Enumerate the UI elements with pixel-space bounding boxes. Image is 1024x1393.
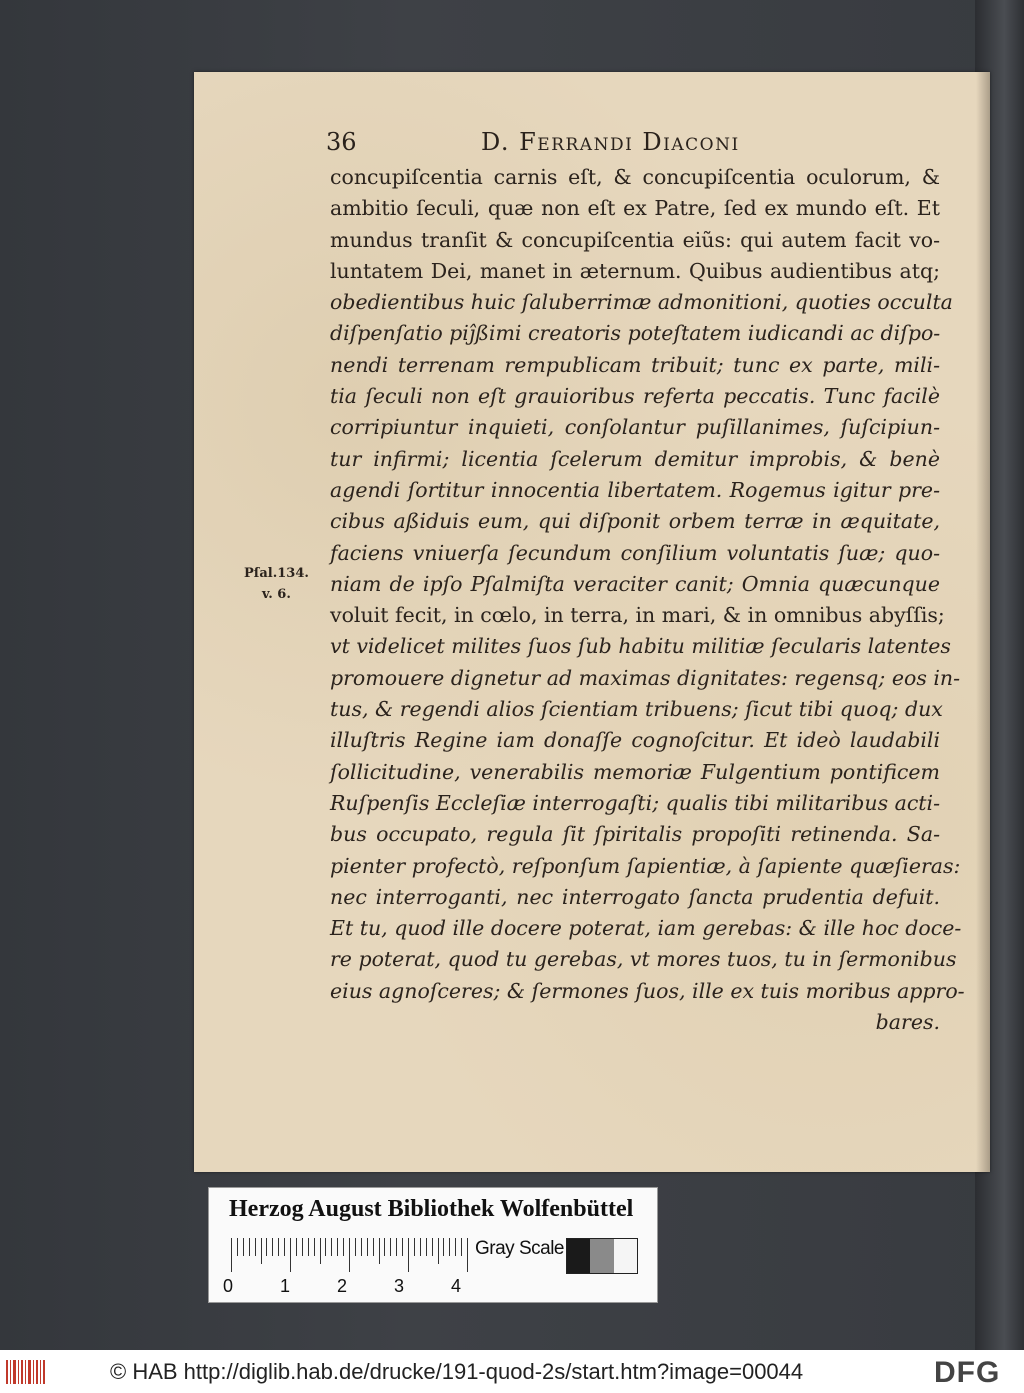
text-line: bares. xyxy=(875,1010,940,1035)
ruler-tick xyxy=(355,1238,356,1256)
ruler-tick xyxy=(343,1238,344,1256)
ruler-number: 0 xyxy=(223,1276,234,1296)
ruler-tick xyxy=(237,1238,238,1256)
text-line: re poterat, quod tu gerebas, vt mores tuos, tu in ſermonibus xyxy=(330,947,957,972)
text-line: mundus tranſit & concupiſcentia eiũs: qui autem facit vo- xyxy=(330,227,940,252)
ruler-tick xyxy=(467,1238,468,1272)
running-head: D. Ferrandi Diaconi xyxy=(481,128,740,156)
ruler-tick xyxy=(290,1238,291,1272)
ruler-tick xyxy=(379,1238,380,1264)
text-line: bus occupato, regula ſit ſpiritalis propoſiti retinenda. Sa- xyxy=(330,822,940,847)
ruler-tick xyxy=(361,1238,362,1256)
page-shadow xyxy=(976,72,990,1172)
text-line: tur infirmi; licentia ſcelerum demitur improbis, & benè xyxy=(330,446,940,471)
text-line: luntatem Dei, manet in æternum. Quibus audientibus atq; xyxy=(330,258,940,283)
ruler-tick xyxy=(349,1238,350,1272)
copyright-url[interactable]: © HAB http://diglib.hab.de/drucke/191-quod-2s/start.htm?image=00044 xyxy=(110,1359,804,1384)
text-line: tus, & regendi alios ſcientiam tribuens; ſicut tibi quoq; dux xyxy=(330,697,943,722)
text-line: voluit fecit, in cœlo, in terra, in mari, & in omnibus abyſſis; xyxy=(330,603,945,628)
text-line: ambitio ſeculi, quæ non eſt ex Patre, ſed ex mundo eſt. Et xyxy=(330,196,940,221)
text-line: nec interroganti, nec interrogato ſancta prudentia defuit. xyxy=(330,884,940,909)
ruler-tick xyxy=(296,1238,297,1256)
ruler-tick xyxy=(402,1238,403,1256)
ruler-tick xyxy=(231,1238,232,1272)
ruler-tick xyxy=(325,1238,326,1256)
ruler-tick xyxy=(420,1238,421,1256)
grayscale-swatch xyxy=(566,1238,638,1274)
ruler-tick xyxy=(314,1238,315,1256)
text-line: niam de ipſo Pſalmiſta veraciter canit; Omnia quæcunque xyxy=(330,571,940,596)
ruler-tick xyxy=(261,1238,262,1264)
text-line: pienter profectò, reſponſum ſapientiæ, à ſapiente quæſieras: xyxy=(330,853,961,878)
text-line: promouere dignetur ad maximas dignitates: regensq; eos in- xyxy=(330,665,961,690)
ruler-tick xyxy=(426,1238,427,1256)
ruler-tick xyxy=(302,1238,303,1256)
text-line: nendi terrenam rempublicam tribuit; tunc ex parte, mili- xyxy=(330,352,940,377)
ruler-number: 3 xyxy=(394,1276,405,1296)
footer-bar xyxy=(0,1350,1024,1393)
grayscale-patch xyxy=(590,1239,613,1273)
grayscale-label: Gray Scale xyxy=(475,1238,564,1259)
text-line: Ruſpenſis Eccleſiæ interrogaſti; qualis tibi militaribus acti- xyxy=(330,790,941,815)
ruler-number: 1 xyxy=(280,1276,291,1296)
scale-ruler xyxy=(231,1238,471,1274)
text-line: cibus aßiduis eum, qui diſponit orbem terræ in æquitate, xyxy=(330,509,940,534)
ruler-tick xyxy=(320,1238,321,1264)
ruler-tick xyxy=(432,1238,433,1256)
ruler-tick xyxy=(367,1238,368,1256)
ruler-tick xyxy=(414,1238,415,1256)
ruler-number: 4 xyxy=(451,1276,462,1296)
ruler-tick xyxy=(438,1238,439,1264)
page-header xyxy=(326,128,946,164)
ruler-tick xyxy=(249,1238,250,1256)
text-line: ſollicitudine, venerabilis memoriæ Fulgentium pontificem xyxy=(330,759,940,784)
ruler-tick xyxy=(373,1238,374,1256)
ruler-tick xyxy=(384,1238,385,1256)
ruler-tick xyxy=(396,1238,397,1256)
ruler-tick xyxy=(461,1238,462,1256)
text-line: faciens vniuerſa ſecundum conſilium voluntatis ſuæ; quo- xyxy=(330,540,940,565)
ruler-tick xyxy=(243,1238,244,1256)
body-text xyxy=(330,162,965,1038)
library-name: Herzog August Bibliothek Wolfenbüttel xyxy=(229,1196,634,1222)
ruler-numbers xyxy=(223,1276,483,1296)
ruler-tick xyxy=(255,1238,256,1256)
grayscale-patch xyxy=(614,1239,637,1273)
ruler-number: 2 xyxy=(337,1276,348,1296)
ruler-tick xyxy=(455,1238,456,1256)
text-line: Et tu, quod ille docere poterat, iam gerebas: & ille hoc doce- xyxy=(330,916,962,941)
ruler-tick xyxy=(308,1238,309,1256)
margin-note: v. 6. xyxy=(262,587,291,602)
ruler-tick xyxy=(266,1238,267,1256)
text-line: corripiuntur inquieti, conſolantur puſillanimes, ſuſcipiun- xyxy=(330,415,940,440)
page-number: 36 xyxy=(326,128,357,156)
library-color-label xyxy=(208,1187,658,1303)
ruler-tick xyxy=(408,1238,409,1272)
ruler-tick xyxy=(337,1238,338,1256)
margin-note: Pſal.134. xyxy=(244,566,309,581)
ruler-tick xyxy=(278,1238,279,1256)
ruler-tick xyxy=(390,1238,391,1256)
ruler-tick xyxy=(284,1238,285,1256)
barcode-icon xyxy=(6,1358,46,1386)
text-line: concupiſcentia carnis eſt, & concupiſcentia oculorum, & xyxy=(330,165,940,189)
text-line: obedientibus huic ſaluberrimæ admonitioni, quoties occulta xyxy=(330,290,953,315)
dfg-logo: DFG xyxy=(934,1356,1001,1389)
text-line: illuſtris Regine iam donaſſe cognoſcitur. Et ideò laudabili xyxy=(330,728,940,753)
grayscale-patch xyxy=(567,1239,590,1273)
ruler-tick xyxy=(449,1238,450,1256)
text-line: vt videlicet milites ſuos ſub habitu militiæ ſecularis latentes xyxy=(330,634,951,659)
text-line: agendi ſortitur innocentia libertatem. Rogemus igitur pre- xyxy=(330,477,940,502)
text-line: tia ſeculi non eſt grauioribus referta peccatis. Tunc facilè xyxy=(330,384,940,409)
text-line: eius agnoſceres; & ſermones ſuos, ille ex tuis moribus appro- xyxy=(330,978,965,1003)
ruler-tick xyxy=(443,1238,444,1256)
ruler-tick xyxy=(331,1238,332,1256)
ruler-tick xyxy=(272,1238,273,1256)
text-line: diſpenſatio piĵßimi creatoris poteſtatem iudicandi ac diſpo- xyxy=(330,321,941,346)
